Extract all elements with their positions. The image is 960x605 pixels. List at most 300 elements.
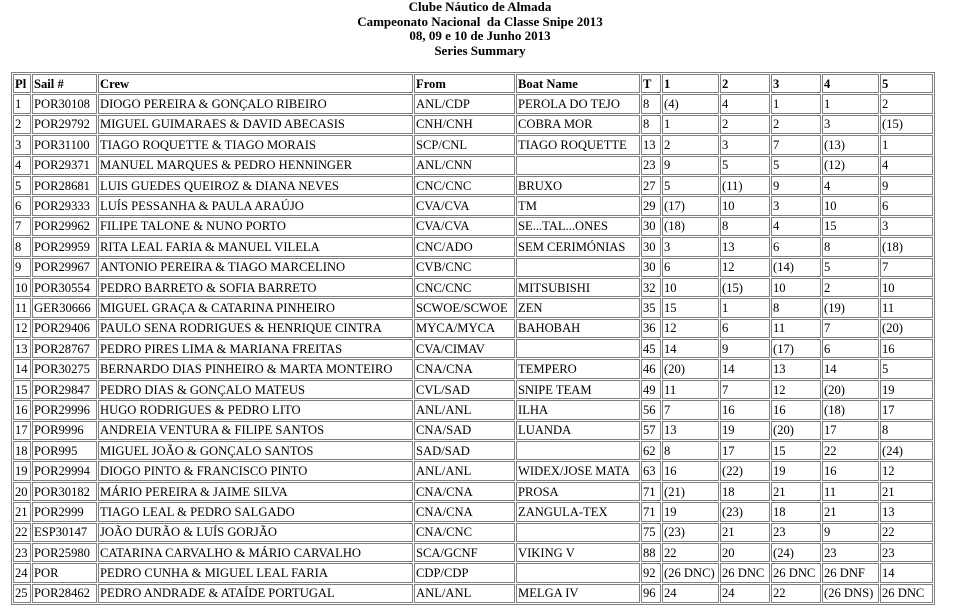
cell-boat-name: COBRA MOR <box>516 115 640 134</box>
cell-crew: ANDREIA VENTURA & FILIPE SANTOS <box>98 421 413 440</box>
cell-boat-name: VIKING V <box>516 543 640 562</box>
cell-race-2: 10 <box>720 196 770 215</box>
cell-race-3: 19 <box>771 461 821 480</box>
cell-sail: ESP30147 <box>32 523 97 542</box>
cell-crew: DIOGO PEREIRA & GONÇALO RIBEIRO <box>98 94 413 113</box>
cell-race-1: (26 DNC) <box>662 563 719 582</box>
cell-race-5: 9 <box>880 176 933 195</box>
cell-race-2: 8 <box>720 217 770 236</box>
cell-race-1: (21) <box>662 482 719 501</box>
cell-race-3: 26 DNC <box>771 563 821 582</box>
cell-from: MYCA/MYCA <box>414 319 515 338</box>
cell-boat-name <box>516 258 640 277</box>
cell-pl: 18 <box>13 441 31 460</box>
cell-race-2: 2 <box>720 115 770 134</box>
cell-race-1: 24 <box>662 584 719 603</box>
cell-race-5: 7 <box>880 258 933 277</box>
cell-sail: POR <box>32 563 97 582</box>
column-header-from: From <box>414 74 515 93</box>
cell-boat-name: SNIPE TEAM <box>516 380 640 399</box>
cell-from: CVL/SAD <box>414 380 515 399</box>
cell-boat-name <box>516 563 640 582</box>
cell-pl: 24 <box>13 563 31 582</box>
cell-race-4: 17 <box>822 421 879 440</box>
cell-race-3: 22 <box>771 584 821 603</box>
table-row <box>13 482 933 501</box>
cell-sail: POR29333 <box>32 196 97 215</box>
cell-boat-name: SE...TAL...ONES <box>516 217 640 236</box>
cell-boat-name: TM <box>516 196 640 215</box>
cell-race-4: (12) <box>822 156 879 175</box>
cell-race-5: 5 <box>880 359 933 378</box>
cell-race-2: 4 <box>720 94 770 113</box>
cell-from: SAD/SAD <box>414 441 515 460</box>
cell-pl: 6 <box>13 196 31 215</box>
cell-from: CVA/CIMAV <box>414 339 515 358</box>
cell-boat-name: SEM CERIMÓNIAS <box>516 237 640 256</box>
cell-race-5: 14 <box>880 563 933 582</box>
cell-total: 30 <box>641 237 661 256</box>
cell-race-4: (18) <box>822 400 879 419</box>
header-row <box>13 74 933 93</box>
cell-sail: POR29994 <box>32 461 97 480</box>
cell-race-5: 23 <box>880 543 933 562</box>
cell-pl: 1 <box>13 94 31 113</box>
cell-pl: 8 <box>13 237 31 256</box>
cell-race-3: (14) <box>771 258 821 277</box>
series-summary-title: Series Summary <box>434 42 526 58</box>
cell-sail: POR29996 <box>32 400 97 419</box>
cell-total: 8 <box>641 94 661 113</box>
cell-total: 88 <box>641 543 661 562</box>
cell-race-5: 13 <box>880 502 933 521</box>
cell-sail: POR29959 <box>32 237 97 256</box>
cell-total: 30 <box>641 258 661 277</box>
cell-pl: 13 <box>13 339 31 358</box>
cell-sail: POR28462 <box>32 584 97 603</box>
cell-race-3: 10 <box>771 278 821 297</box>
table-row <box>13 298 933 317</box>
cell-race-5: (24) <box>880 441 933 460</box>
cell-race-5: 10 <box>880 278 933 297</box>
cell-crew: BERNARDO DIAS PINHEIRO & MARTA MONTEIRO <box>98 359 413 378</box>
table-row <box>13 461 933 480</box>
cell-race-2: 24 <box>720 584 770 603</box>
cell-from: CNA/CNA <box>414 359 515 378</box>
cell-from: ANL/ANL <box>414 584 515 603</box>
cell-crew: PEDRO DIAS & GONÇALO MATEUS <box>98 380 413 399</box>
cell-boat-name: WIDEX/JOSE MATA <box>516 461 640 480</box>
cell-race-2: 14 <box>720 359 770 378</box>
cell-boat-name: BRUXO <box>516 176 640 195</box>
cell-race-2: (11) <box>720 176 770 195</box>
table-row <box>13 156 933 175</box>
cell-boat-name <box>516 156 640 175</box>
cell-race-3: 5 <box>771 156 821 175</box>
cell-race-2: (23) <box>720 502 770 521</box>
cell-race-2: 16 <box>720 400 770 419</box>
cell-race-4: 3 <box>822 115 879 134</box>
cell-race-3: 12 <box>771 380 821 399</box>
cell-race-5: (20) <box>880 319 933 338</box>
cell-crew: RITA LEAL FARIA & MANUEL VILELA <box>98 237 413 256</box>
table-row <box>13 543 933 562</box>
table-row <box>13 135 933 154</box>
cell-pl: 16 <box>13 400 31 419</box>
cell-total: 71 <box>641 482 661 501</box>
cell-race-2: (22) <box>720 461 770 480</box>
cell-race-5: 16 <box>880 339 933 358</box>
table-row <box>13 237 933 256</box>
cell-total: 13 <box>641 135 661 154</box>
cell-pl: 9 <box>13 258 31 277</box>
cell-race-2: 1 <box>720 298 770 317</box>
cell-crew: MIGUEL JOÃO & GONÇALO SANTOS <box>98 441 413 460</box>
column-header-total: T <box>641 74 661 93</box>
cell-boat-name: PEROLA DO TEJO <box>516 94 640 113</box>
table-row <box>13 176 933 195</box>
cell-boat-name <box>516 441 640 460</box>
cell-race-4: 8 <box>822 237 879 256</box>
cell-crew: FILIPE TALONE & NUNO PORTO <box>98 217 413 236</box>
cell-crew: HUGO RODRIGUES & PEDRO LITO <box>98 400 413 419</box>
cell-pl: 23 <box>13 543 31 562</box>
table-row <box>13 441 933 460</box>
cell-race-3: 9 <box>771 176 821 195</box>
cell-race-1: 19 <box>662 502 719 521</box>
cell-boat-name: ZEN <box>516 298 640 317</box>
column-header-pl: Pl <box>13 74 31 93</box>
cell-from: CNC/ADO <box>414 237 515 256</box>
cell-race-3: 23 <box>771 523 821 542</box>
cell-race-1: 5 <box>662 176 719 195</box>
table-row <box>13 217 933 236</box>
cell-race-2: 13 <box>720 237 770 256</box>
cell-sail: POR9996 <box>32 421 97 440</box>
cell-pl: 4 <box>13 156 31 175</box>
cell-race-5: 26 DNC <box>880 584 933 603</box>
table-row <box>13 319 933 338</box>
cell-race-1: (4) <box>662 94 719 113</box>
cell-total: 49 <box>641 380 661 399</box>
cell-from: CNC/CNC <box>414 278 515 297</box>
cell-total: 62 <box>641 441 661 460</box>
cell-crew: LUIS GUEDES QUEIROZ & DIANA NEVES <box>98 176 413 195</box>
cell-total: 27 <box>641 176 661 195</box>
cell-race-1: (23) <box>662 523 719 542</box>
table-row <box>13 339 933 358</box>
table-row <box>13 584 933 603</box>
cell-total: 35 <box>641 298 661 317</box>
cell-sail: POR28681 <box>32 176 97 195</box>
cell-total: 63 <box>641 461 661 480</box>
cell-race-3: (17) <box>771 339 821 358</box>
cell-from: SCA/GCNF <box>414 543 515 562</box>
event-title: Campeonato Nacional da Classe Snipe 2013 <box>357 13 603 29</box>
cell-total: 71 <box>641 502 661 521</box>
cell-race-5: 1 <box>880 135 933 154</box>
cell-race-2: 26 DNC <box>720 563 770 582</box>
cell-race-3: 1 <box>771 94 821 113</box>
cell-pl: 19 <box>13 461 31 480</box>
cell-race-4: (20) <box>822 380 879 399</box>
results-body <box>13 94 933 603</box>
cell-race-1: 16 <box>662 461 719 480</box>
cell-sail: POR29371 <box>32 156 97 175</box>
cell-total: 32 <box>641 278 661 297</box>
cell-race-3: 3 <box>771 196 821 215</box>
cell-total: 29 <box>641 196 661 215</box>
cell-sail: POR29406 <box>32 319 97 338</box>
cell-race-4: 14 <box>822 359 879 378</box>
cell-boat-name: TEMPERO <box>516 359 640 378</box>
cell-total: 36 <box>641 319 661 338</box>
cell-race-3: 18 <box>771 502 821 521</box>
cell-race-1: 12 <box>662 319 719 338</box>
column-header-race-4: 4 <box>822 74 879 93</box>
cell-race-1: 3 <box>662 237 719 256</box>
table-row <box>13 278 933 297</box>
cell-race-5: 3 <box>880 217 933 236</box>
cell-crew: PEDRO ANDRADE & ATAÍDE PORTUGAL <box>98 584 413 603</box>
cell-pl: 25 <box>13 584 31 603</box>
cell-boat-name: BAHOBAH <box>516 319 640 338</box>
cell-total: 57 <box>641 421 661 440</box>
cell-race-1: 11 <box>662 380 719 399</box>
cell-race-4: 6 <box>822 339 879 358</box>
cell-race-5: (18) <box>880 237 933 256</box>
cell-from: ANL/ANL <box>414 461 515 480</box>
cell-race-4: 26 DNF <box>822 563 879 582</box>
cell-pl: 11 <box>13 298 31 317</box>
cell-boat-name <box>516 523 640 542</box>
table-row <box>13 115 933 134</box>
club-title: Clube Náutico de Almada <box>408 0 552 14</box>
column-header-race-5: 5 <box>880 74 933 93</box>
cell-crew: PAULO SENA RODRIGUES & HENRIQUE CINTRA <box>98 319 413 338</box>
cell-sail: POR30182 <box>32 482 97 501</box>
cell-race-1: 1 <box>662 115 719 134</box>
cell-race-5: 19 <box>880 380 933 399</box>
cell-race-2: 21 <box>720 523 770 542</box>
cell-race-3: 11 <box>771 319 821 338</box>
cell-boat-name: TIAGO ROQUETTE <box>516 135 640 154</box>
cell-from: CNA/SAD <box>414 421 515 440</box>
cell-race-4: 1 <box>822 94 879 113</box>
cell-crew: MIGUEL GRAÇA & CATARINA PINHEIRO <box>98 298 413 317</box>
table-row <box>13 380 933 399</box>
cell-race-2: 19 <box>720 421 770 440</box>
cell-race-4: 11 <box>822 482 879 501</box>
column-header-boat-name: Boat Name <box>516 74 640 93</box>
cell-race-1: 14 <box>662 339 719 358</box>
cell-sail: POR29792 <box>32 115 97 134</box>
cell-boat-name <box>516 339 640 358</box>
cell-total: 96 <box>641 584 661 603</box>
cell-sail: POR31100 <box>32 135 97 154</box>
cell-from: SCP/CNL <box>414 135 515 154</box>
cell-sail: POR30275 <box>32 359 97 378</box>
cell-race-4: 10 <box>822 196 879 215</box>
cell-sail: POR2999 <box>32 502 97 521</box>
cell-crew: JOÃO DURÃO & LUÍS GORJÃO <box>98 523 413 542</box>
cell-from: CNA/CNA <box>414 502 515 521</box>
cell-sail: POR25980 <box>32 543 97 562</box>
cell-from: CNA/CNC <box>414 523 515 542</box>
cell-race-4: 4 <box>822 176 879 195</box>
cell-race-4: 23 <box>822 543 879 562</box>
cell-race-1: 6 <box>662 258 719 277</box>
cell-race-3: 21 <box>771 482 821 501</box>
cell-sail: POR995 <box>32 441 97 460</box>
cell-pl: 22 <box>13 523 31 542</box>
table-row <box>13 359 933 378</box>
cell-sail: POR29962 <box>32 217 97 236</box>
cell-crew: LUÍS PESSANHA & PAULA ARAÚJO <box>98 196 413 215</box>
cell-from: SCWOE/SCWOE <box>414 298 515 317</box>
cell-race-3: 7 <box>771 135 821 154</box>
cell-race-4: 2 <box>822 278 879 297</box>
cell-from: ANL/ANL <box>414 400 515 419</box>
event-dates: 08, 09 e 10 de Junho 2013 <box>409 28 551 43</box>
cell-crew: PEDRO CUNHA & MIGUEL LEAL FARIA <box>98 563 413 582</box>
table-row <box>13 563 933 582</box>
results-table <box>11 72 935 605</box>
cell-race-2: 6 <box>720 319 770 338</box>
cell-race-2: 7 <box>720 380 770 399</box>
cell-race-5: 6 <box>880 196 933 215</box>
cell-sail: GER30666 <box>32 298 97 317</box>
cell-pl: 21 <box>13 502 31 521</box>
cell-from: ANL/CNN <box>414 156 515 175</box>
cell-race-1: (17) <box>662 196 719 215</box>
cell-pl: 14 <box>13 359 31 378</box>
cell-race-4: 15 <box>822 217 879 236</box>
cell-crew: PEDRO PIRES LIMA & MARIANA FREITAS <box>98 339 413 358</box>
cell-pl: 5 <box>13 176 31 195</box>
cell-race-1: 10 <box>662 278 719 297</box>
cell-pl: 20 <box>13 482 31 501</box>
cell-crew: TIAGO LEAL & PEDRO SALGADO <box>98 502 413 521</box>
cell-race-3: 8 <box>771 298 821 317</box>
cell-race-3: 6 <box>771 237 821 256</box>
cell-total: 75 <box>641 523 661 542</box>
column-header-race-3: 3 <box>771 74 821 93</box>
cell-pl: 7 <box>13 217 31 236</box>
cell-race-4: 16 <box>822 461 879 480</box>
cell-race-1: 8 <box>662 441 719 460</box>
cell-race-2: 12 <box>720 258 770 277</box>
cell-race-1: 15 <box>662 298 719 317</box>
cell-race-4: (19) <box>822 298 879 317</box>
cell-from: CNC/CNC <box>414 176 515 195</box>
cell-race-3: (24) <box>771 543 821 562</box>
cell-total: 23 <box>641 156 661 175</box>
cell-crew: MÁRIO PEREIRA & JAIME SILVA <box>98 482 413 501</box>
cell-race-5: (15) <box>880 115 933 134</box>
cell-race-5: 12 <box>880 461 933 480</box>
cell-race-2: 18 <box>720 482 770 501</box>
cell-sail: POR29847 <box>32 380 97 399</box>
cell-race-3: 2 <box>771 115 821 134</box>
cell-pl: 12 <box>13 319 31 338</box>
cell-crew: TIAGO ROQUETTE & TIAGO MORAIS <box>98 135 413 154</box>
table-row <box>13 421 933 440</box>
cell-race-4: 22 <box>822 441 879 460</box>
column-header-race-1: 1 <box>662 74 719 93</box>
cell-race-5: 22 <box>880 523 933 542</box>
cell-race-1: 13 <box>662 421 719 440</box>
cell-race-3: 16 <box>771 400 821 419</box>
table-row <box>13 258 933 277</box>
cell-sail: POR30108 <box>32 94 97 113</box>
cell-race-4: (26 DNS) <box>822 584 879 603</box>
page-header <box>0 0 960 58</box>
cell-race-5: 8 <box>880 421 933 440</box>
cell-pl: 3 <box>13 135 31 154</box>
cell-boat-name: LUANDA <box>516 421 640 440</box>
cell-race-2: (15) <box>720 278 770 297</box>
cell-boat-name: PROSA <box>516 482 640 501</box>
cell-race-4: (13) <box>822 135 879 154</box>
cell-race-5: 21 <box>880 482 933 501</box>
cell-race-1: 9 <box>662 156 719 175</box>
cell-total: 30 <box>641 217 661 236</box>
cell-race-2: 20 <box>720 543 770 562</box>
cell-from: CDP/CDP <box>414 563 515 582</box>
cell-race-2: 3 <box>720 135 770 154</box>
cell-total: 45 <box>641 339 661 358</box>
cell-from: CNH/CNH <box>414 115 515 134</box>
cell-race-5: 2 <box>880 94 933 113</box>
cell-pl: 17 <box>13 421 31 440</box>
table-row <box>13 94 933 113</box>
column-header-sail: Sail # <box>32 74 97 93</box>
cell-total: 92 <box>641 563 661 582</box>
cell-race-4: 9 <box>822 523 879 542</box>
cell-race-1: 7 <box>662 400 719 419</box>
cell-crew: MANUEL MARQUES & PEDRO HENNINGER <box>98 156 413 175</box>
cell-total: 8 <box>641 115 661 134</box>
table-row <box>13 400 933 419</box>
cell-boat-name: ZANGULA-TEX <box>516 502 640 521</box>
cell-pl: 15 <box>13 380 31 399</box>
cell-race-2: 17 <box>720 441 770 460</box>
table-row <box>13 523 933 542</box>
cell-race-2: 9 <box>720 339 770 358</box>
cell-crew: DIOGO PINTO & FRANCISCO PINTO <box>98 461 413 480</box>
cell-boat-name: ILHA <box>516 400 640 419</box>
cell-from: CNA/CNA <box>414 482 515 501</box>
cell-race-4: 7 <box>822 319 879 338</box>
cell-from: CVA/CVA <box>414 217 515 236</box>
cell-race-5: 11 <box>880 298 933 317</box>
cell-crew: MIGUEL GUIMARAES & DAVID ABECASIS <box>98 115 413 134</box>
cell-pl: 2 <box>13 115 31 134</box>
cell-total: 46 <box>641 359 661 378</box>
cell-sail: POR29967 <box>32 258 97 277</box>
cell-race-3: 13 <box>771 359 821 378</box>
cell-boat-name: MELGA IV <box>516 584 640 603</box>
cell-from: ANL/CDP <box>414 94 515 113</box>
cell-race-3: (20) <box>771 421 821 440</box>
cell-race-1: 22 <box>662 543 719 562</box>
cell-race-3: 15 <box>771 441 821 460</box>
table-row <box>13 502 933 521</box>
cell-race-2: 5 <box>720 156 770 175</box>
cell-race-4: 5 <box>822 258 879 277</box>
cell-race-1: (18) <box>662 217 719 236</box>
